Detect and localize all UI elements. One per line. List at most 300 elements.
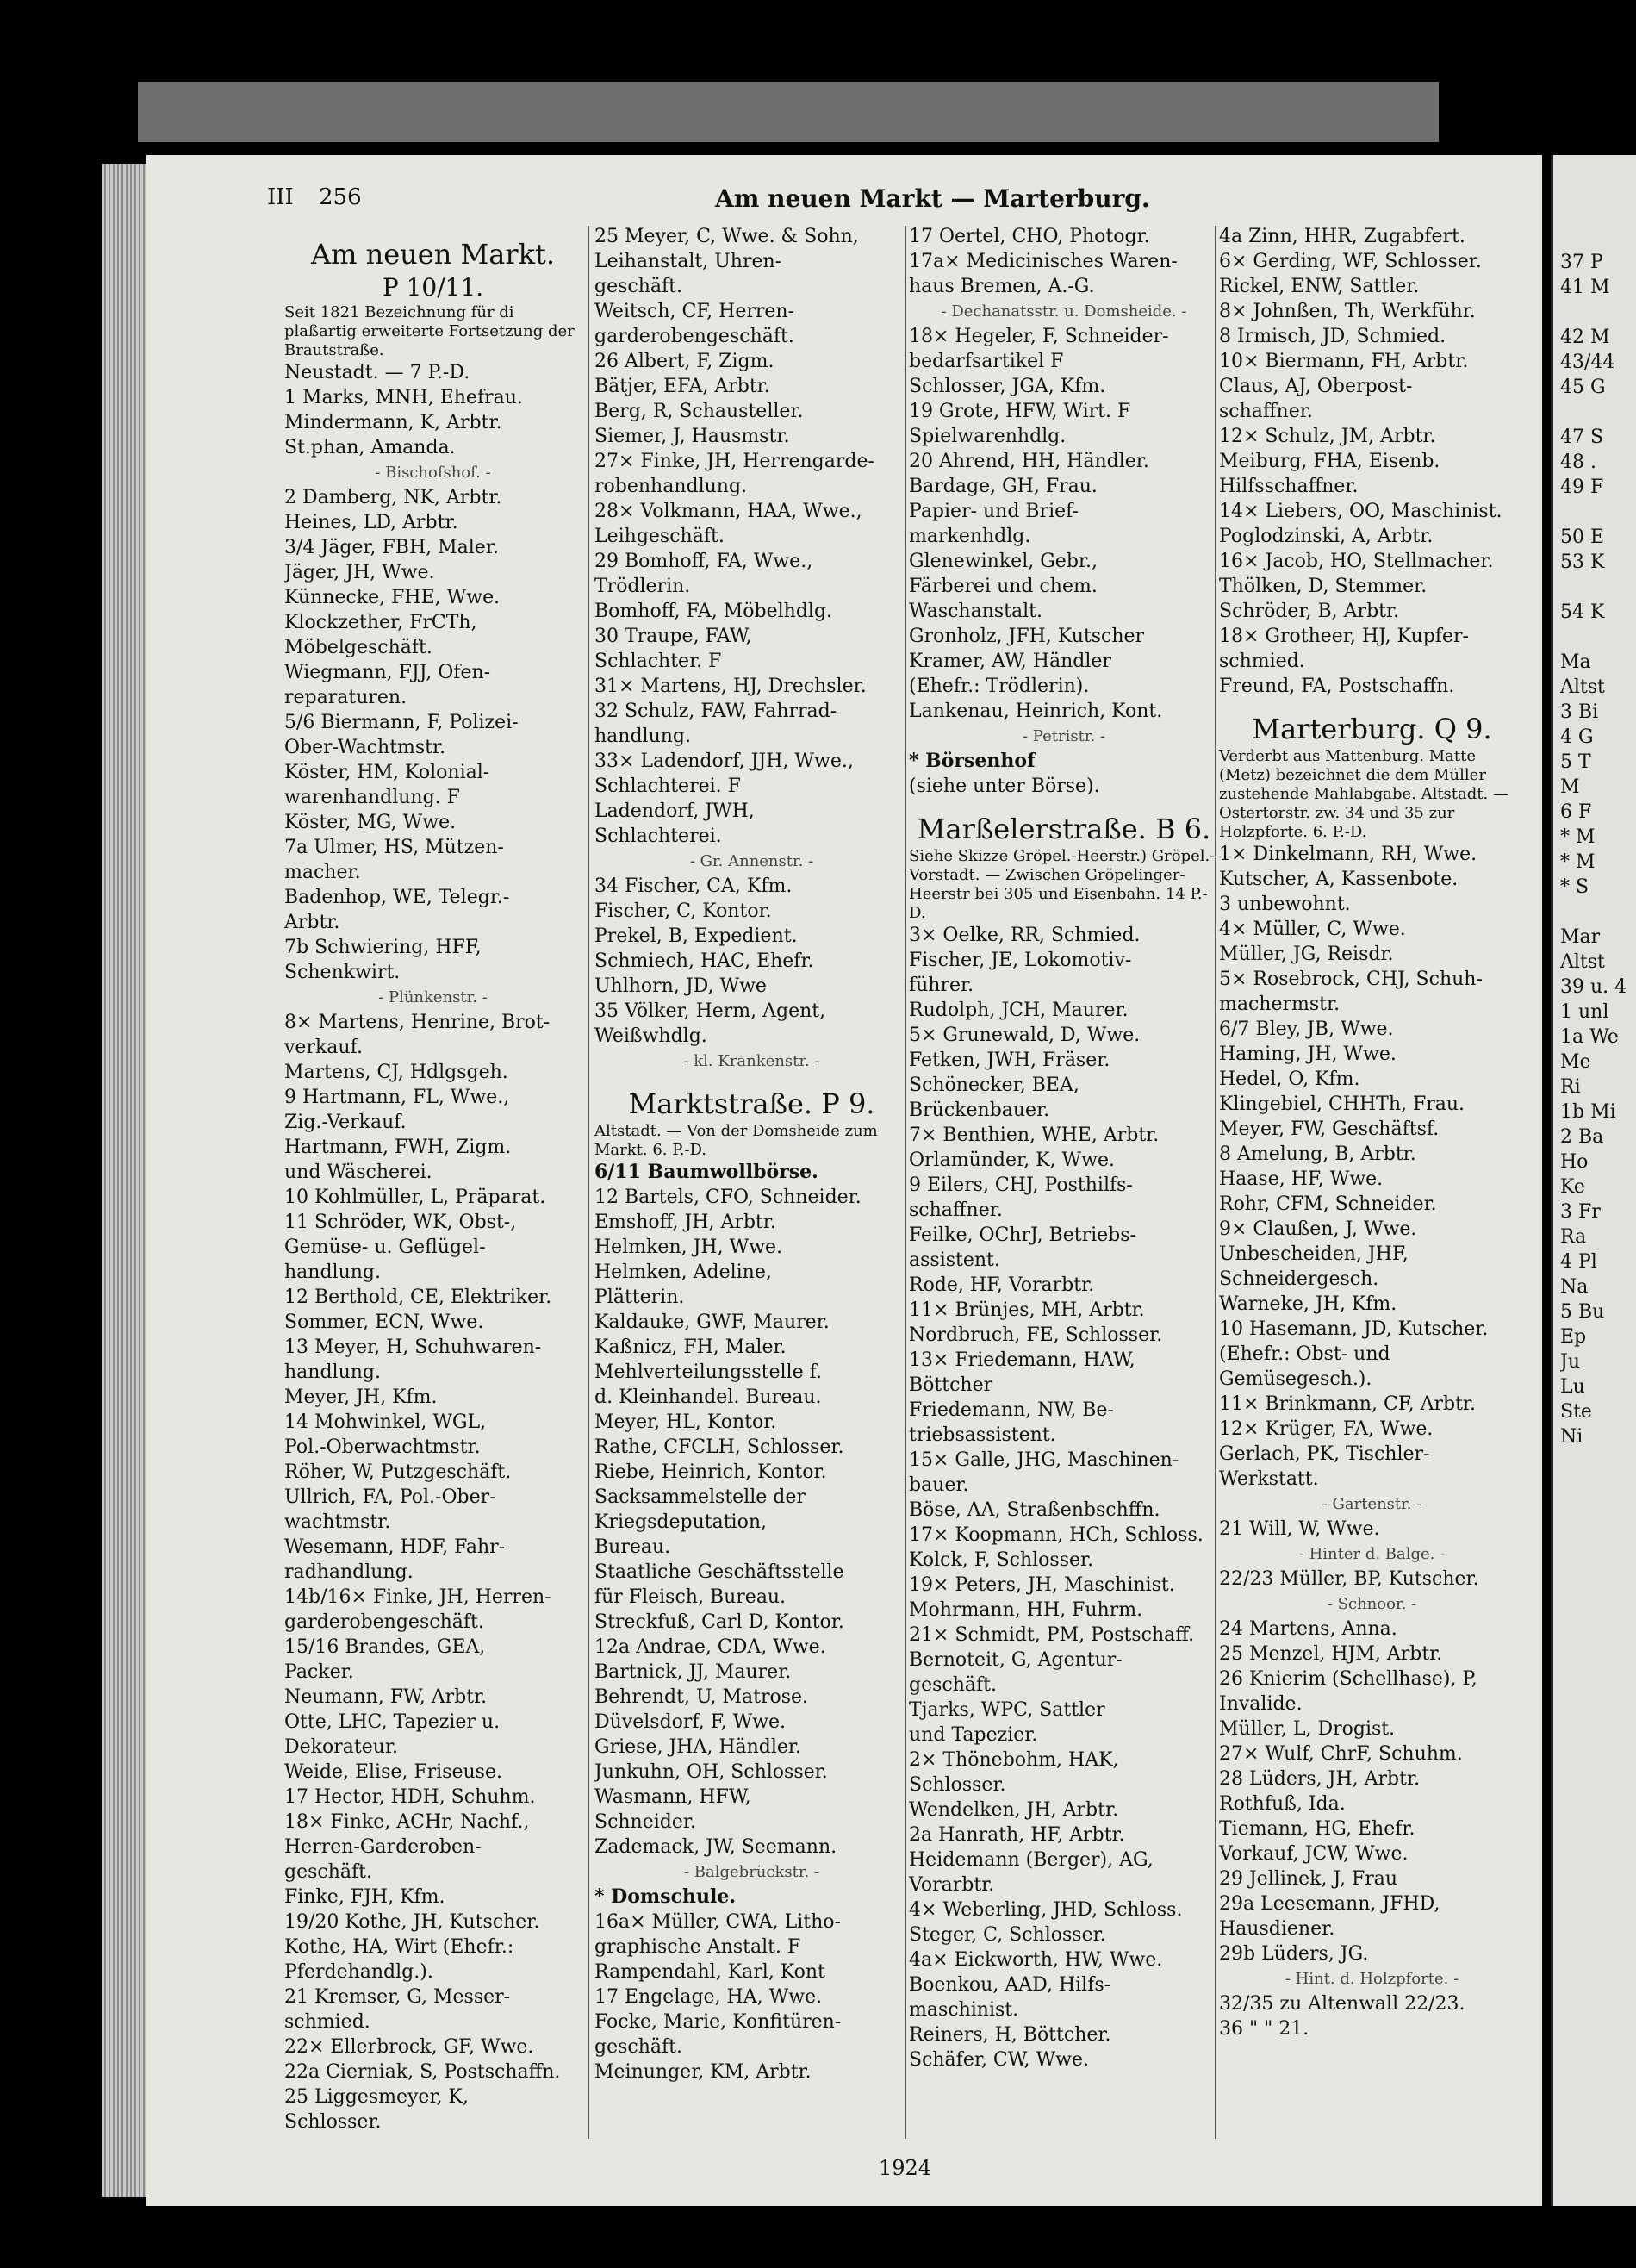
directory-entry: 8× Martens, Henrine, Brot- bbox=[284, 1012, 551, 1033]
adjacent-page-fragment bbox=[1560, 900, 1627, 925]
book-background bbox=[138, 82, 1439, 142]
directory-entry: 6/11 Baumwollbörse. bbox=[594, 1161, 818, 1183]
directory-entry: * Domschule. bbox=[594, 1885, 736, 1908]
directory-entry: Hausdiener. bbox=[1219, 1918, 1335, 1940]
directory-entry: 7a Ulmer, HS, Mützen- bbox=[284, 837, 504, 858]
directory-entry: Fetken, JWH, Fräser. bbox=[909, 1050, 1110, 1071]
directory-entry: Zig.-Verkauf. bbox=[284, 1112, 407, 1133]
directory-entry: führer. bbox=[909, 975, 974, 996]
directory-entry: handlung. bbox=[284, 1262, 381, 1283]
directory-entry: Bardage, GH, Frau. bbox=[909, 476, 1098, 497]
directory-entry: schmied. bbox=[284, 2011, 370, 2033]
adjacent-page-fragment: 1a We bbox=[1560, 1026, 1619, 1048]
directory-entry: Schmiech, HAC, Ehefr. bbox=[594, 950, 814, 972]
directory-entry: Rohr, CFM, Schneider. bbox=[1219, 1193, 1437, 1215]
directory-entry: Emshoff, JH, Arbtr. bbox=[594, 1212, 776, 1233]
directory-entry: bedarfsartikel F bbox=[909, 351, 1064, 372]
adjacent-page-column bbox=[1560, 250, 1627, 1449]
year-footer: 1924 bbox=[879, 2156, 932, 2180]
directory-entry: 17 Oertel, CHO, Photogr. bbox=[909, 226, 1150, 247]
directory-entry: 25 Liggesmeyer, K, bbox=[284, 2086, 469, 2108]
directory-entry: 19× Peters, JH, Maschinist. bbox=[909, 1574, 1175, 1596]
directory-entry: Tjarks, WPC, Sattler bbox=[909, 1699, 1105, 1721]
directory-entry: Heidemann (Berger), AG, bbox=[909, 1849, 1154, 1871]
directory-entry: 36 " " 21. bbox=[1219, 2018, 1309, 2040]
directory-entry: 15/16 Brandes, GEA, bbox=[284, 1636, 486, 1658]
directory-entry: Schenkwirt. bbox=[284, 962, 401, 983]
directory-entry: Pferdehandlg.). bbox=[284, 1961, 433, 1983]
directory-entry: Wesemann, HDF, Fahr- bbox=[284, 1536, 506, 1558]
adjacent-page-fragment: 2 Ba bbox=[1560, 1126, 1604, 1148]
cross-street-separator: - Bischofshof. - bbox=[375, 464, 491, 482]
directory-entry: haus Bremen, A.-G. bbox=[909, 276, 1095, 297]
directory-entry: assistent. bbox=[909, 1249, 1000, 1271]
directory-entry: Junkuhn, OH, Schlosser. bbox=[594, 1761, 828, 1783]
directory-entry: Kramer, AW, Händler bbox=[909, 651, 1111, 672]
page-edges bbox=[102, 164, 153, 2197]
directory-entry: Müller, JG, Reisdr. bbox=[1219, 944, 1394, 965]
directory-entry: Feilke, OChrJ, Betriebs- bbox=[909, 1224, 1136, 1246]
directory-entry: Freund, FA, Postschaffn. bbox=[1219, 676, 1455, 697]
directory-entry: Glenewinkel, Gebr., bbox=[909, 551, 1098, 572]
directory-entry: 18× Grotheer, HJ, Kupfer- bbox=[1219, 626, 1469, 647]
adjacent-page-fragment: 50 E bbox=[1560, 526, 1605, 548]
directory-entry: 22/23 Müller, BP, Kutscher. bbox=[1219, 1568, 1479, 1590]
cross-street-separator: - Hint. d. Holzpforte. - bbox=[1285, 1970, 1459, 1988]
running-title: Am neuen Markt — Marterburg. bbox=[715, 184, 1150, 213]
directory-entry: Claus, AJ, Oberpost- bbox=[1219, 376, 1413, 397]
directory-entry: garderobengeschäft. bbox=[284, 1611, 484, 1633]
directory-entry: 14 Mohwinkel, WGL, bbox=[284, 1411, 487, 1433]
cross-street-separator: - Balgebrückstr. - bbox=[683, 1863, 820, 1881]
directory-entry: Martens, CJ, Hdlgsgeh. bbox=[284, 1062, 508, 1083]
cross-street-separator: - Gartenstr. - bbox=[1322, 1495, 1422, 1513]
adjacent-page-fragment: 3 Bi bbox=[1560, 701, 1599, 723]
directory-entry: Helmken, Adeline, bbox=[594, 1262, 772, 1283]
directory-entry: Tiemann, HG, Ehefr. bbox=[1219, 1818, 1415, 1840]
cross-street-separator: - Gr. Annenstr. - bbox=[689, 852, 814, 870]
directory-entry: Köster, MG, Wwe. bbox=[284, 812, 457, 833]
volume-number: III bbox=[267, 184, 294, 210]
directory-entry: reparaturen. bbox=[284, 687, 407, 708]
directory-entry: Schlachterei. bbox=[594, 826, 722, 847]
directory-entry: Packer. bbox=[284, 1661, 354, 1683]
directory-entry: Schlachterei. F bbox=[594, 776, 741, 797]
directory-entry: (siehe unter Börse). bbox=[909, 776, 1100, 797]
directory-entry: Rothfuß, Ida. bbox=[1219, 1793, 1346, 1815]
adjacent-page-fragment: 37 P bbox=[1560, 252, 1603, 273]
directory-entry: 28 Lüders, JH, Arbtr. bbox=[1219, 1768, 1421, 1790]
directory-entry: Kriegsdeputation, bbox=[594, 1511, 767, 1533]
directory-entry: Bartnick, JJ, Maurer. bbox=[594, 1661, 792, 1683]
directory-entry: 9 Hartmann, FL, Wwe., bbox=[284, 1087, 510, 1108]
directory-entry: 13× Friedemann, HAW, bbox=[909, 1349, 1135, 1371]
directory-entry: schaffner. bbox=[909, 1199, 1003, 1221]
directory-entry: Poglodzinski, A, Arbtr. bbox=[1219, 526, 1434, 547]
adjacent-page-fragment: Ma bbox=[1560, 651, 1591, 673]
adjacent-page-fragment: Altst bbox=[1560, 951, 1605, 973]
directory-entry: Friedemann, NW, Be- bbox=[909, 1399, 1114, 1421]
cross-street-separator: - Plünkenstr. - bbox=[378, 988, 488, 1006]
directory-entry: Rathe, CFCLH, Schlosser. bbox=[594, 1436, 844, 1458]
directory-entry: Badenhop, WE, Telegr.- bbox=[284, 887, 510, 908]
directory-entry: Nordbruch, FE, Schlosser. bbox=[909, 1324, 1163, 1346]
directory-entry: 8× Johnßen, Th, Werkführ. bbox=[1219, 301, 1476, 322]
adjacent-page-fragment: 47 S bbox=[1560, 427, 1604, 448]
directory-entry: 12 Bartels, CFO, Schneider. bbox=[594, 1187, 862, 1208]
directory-entry: Kolck, F, Schlosser. bbox=[909, 1549, 1094, 1571]
adjacent-page-fragment bbox=[1560, 300, 1627, 325]
directory-entry: Klingebiel, CHHTh, Frau. bbox=[1219, 1094, 1465, 1115]
directory-entry: Kutscher, A, Kassenbote. bbox=[1219, 869, 1459, 890]
street-description: Verderbt aus Mattenburg. Matte (Metz) bezeichnet die dem Müller zustehende Mahlabgabe. Altstadt. — Ostertorstr. zw. 34 und 35 zur Holzpforte. 6. P.-D. bbox=[1219, 747, 1508, 841]
directory-entry: 30 Traupe, FAW, bbox=[594, 626, 752, 647]
adjacent-page-fragment: 43/44 bbox=[1560, 352, 1615, 373]
directory-entry: Bernoteit, G, Agentur- bbox=[909, 1649, 1123, 1671]
directory-entry: 16a× Müller, CWA, Litho- bbox=[594, 1911, 841, 1933]
adjacent-page-fragment: Altst bbox=[1560, 676, 1605, 698]
street-heading: Marktstraße. P 9. bbox=[628, 1087, 875, 1120]
directory-entry: Schröder, B, Arbtr. bbox=[1219, 601, 1400, 622]
directory-entry: Griese, JHA, Händler. bbox=[594, 1736, 802, 1758]
directory-entry: Gemüsegesch.). bbox=[1219, 1368, 1372, 1390]
directory-entry: 24 Martens, Anna. bbox=[1219, 1618, 1397, 1640]
directory-entry: Weißwhdlg. bbox=[594, 1025, 707, 1047]
directory-entry: Vorarbtr. bbox=[909, 1874, 995, 1896]
directory-entry: 6/7 Bley, JB, Wwe. bbox=[1219, 1019, 1394, 1040]
directory-entry: Trödlerin. bbox=[594, 576, 691, 597]
directory-entry: 5/6 Biermann, F, Polizei- bbox=[284, 712, 519, 733]
adjacent-page-fragment: 41 M bbox=[1560, 277, 1610, 298]
directory-entry: Hedel, O, Kfm. bbox=[1219, 1069, 1360, 1090]
directory-entry: macher. bbox=[284, 862, 361, 883]
directory-entry: 7× Benthien, WHE, Arbtr. bbox=[909, 1125, 1160, 1146]
directory-entry: Plätterin. bbox=[594, 1287, 685, 1308]
directory-entry: Focke, Marie, Konfitüren- bbox=[594, 2011, 842, 2033]
directory-entry: 20 Ahrend, HH, Händler. bbox=[909, 451, 1149, 472]
directory-entry: für Fleisch, Bureau. bbox=[594, 1586, 787, 1608]
directory-entry: 9 Eilers, CHJ, Posthilfs- bbox=[909, 1174, 1133, 1196]
directory-entry: 17× Koopmann, HCh, Schloss. bbox=[909, 1524, 1204, 1546]
column-3 bbox=[909, 224, 1219, 2072]
directory-entry: Berg, R, Schausteller. bbox=[594, 401, 804, 422]
directory-entry: 29b Lüders, JG. bbox=[1219, 1943, 1369, 1965]
adjacent-page-fragment: Ju bbox=[1560, 1351, 1580, 1373]
adjacent-page-fragment: Lu bbox=[1560, 1376, 1585, 1398]
directory-entry: Prekel, B, Expedient. bbox=[594, 925, 798, 947]
directory-entry: Schneider. bbox=[594, 1811, 696, 1833]
adjacent-page-fragment bbox=[1560, 625, 1627, 650]
directory-page bbox=[146, 155, 1542, 2206]
directory-entry: Lankenau, Heinrich, Kont. bbox=[909, 701, 1163, 722]
directory-entry: 19 Grote, HFW, Wirt. F bbox=[909, 401, 1131, 422]
directory-entry: 29 Jellinek, J, Frau bbox=[1219, 1868, 1398, 1890]
directory-entry: 14b/16× Finke, JH, Herren- bbox=[284, 1586, 551, 1608]
street-heading: Marterburg. Q 9. bbox=[1252, 713, 1492, 745]
directory-entry: 1× Dinkelmann, RH, Wwe. bbox=[1219, 844, 1477, 865]
directory-entry: Gronholz, JFH, Kutscher bbox=[909, 626, 1145, 647]
directory-entry: 3/4 Jäger, FBH, Maler. bbox=[284, 537, 499, 558]
street-description: Altstadt. — Von der Domsheide zum Markt. 6. P.-D. bbox=[594, 1122, 878, 1159]
directory-entry: 3 unbewohnt. bbox=[1219, 894, 1351, 915]
directory-entry: Schäfer, CW, Wwe. bbox=[909, 2049, 1089, 2071]
directory-entry: Jäger, JH, Wwe. bbox=[284, 562, 435, 583]
directory-entry: wachtmstr. bbox=[284, 1511, 391, 1533]
directory-entry: 11× Brinkmann, CF, Arbtr. bbox=[1219, 1393, 1477, 1415]
adjacent-page-fragment: 39 u. 4 bbox=[1560, 976, 1627, 998]
directory-entry: Rampendahl, Karl, Kont bbox=[594, 1961, 825, 1983]
directory-entry: Vorkauf, JCW, Wwe. bbox=[1219, 1843, 1409, 1865]
directory-entry: 21 Will, W, Wwe. bbox=[1219, 1518, 1380, 1540]
directory-entry: Schlosser. bbox=[284, 2111, 382, 2133]
directory-entry: 11× Brünjes, MH, Arbtr. bbox=[909, 1299, 1145, 1321]
directory-entry: Neumann, FW, Arbtr. bbox=[284, 1686, 488, 1708]
directory-entry: 11 Schröder, WK, Obst-, bbox=[284, 1212, 517, 1233]
directory-entry: Zademack, JW, Seemann. bbox=[594, 1836, 837, 1858]
directory-entry: 4× Müller, C, Wwe. bbox=[1219, 919, 1406, 940]
cross-street-separator: - Schnoor. - bbox=[1327, 1595, 1417, 1613]
directory-entry: 8 Irmisch, JD, Schmied. bbox=[1219, 326, 1446, 347]
directory-entry: Schlosser, JGA, Kfm. bbox=[909, 376, 1106, 397]
directory-entry: 13 Meyer, H, Schuhwaren- bbox=[284, 1336, 542, 1358]
directory-entry: schmied. bbox=[1219, 651, 1305, 672]
directory-entry: Mehlverteilungsstelle f. bbox=[594, 1361, 822, 1383]
directory-entry: maschinist. bbox=[909, 1999, 1019, 2021]
directory-entry: Werkstatt. bbox=[1219, 1468, 1319, 1490]
directory-entry: 10× Biermann, FH, Arbtr. bbox=[1219, 351, 1469, 372]
directory-entry: 6× Gerding, WF, Schlosser. bbox=[1219, 251, 1482, 272]
adjacent-page-fragment: Ra bbox=[1560, 1226, 1587, 1248]
directory-entry: geschäft. bbox=[594, 276, 682, 297]
directory-entry: 27× Finke, JH, Herrengarde- bbox=[594, 451, 874, 472]
directory-entry: Haase, HF, Wwe. bbox=[1219, 1168, 1384, 1190]
directory-entry: 4a× Eickworth, HW, Wwe. bbox=[909, 1949, 1163, 1971]
directory-entry: 1 Marks, MNH, Ehefrau. bbox=[284, 387, 523, 408]
directory-entry: handlung. bbox=[284, 1361, 381, 1383]
directory-entry: Otte, LHC, Tapezier u. bbox=[284, 1711, 501, 1733]
directory-entry: Schönecker, BEA, bbox=[909, 1075, 1079, 1096]
directory-entry: Waschanstalt. bbox=[909, 601, 1042, 622]
directory-entry: 17a× Medicinisches Waren- bbox=[909, 251, 1178, 272]
directory-entry: Steger, C, Schlosser. bbox=[909, 1924, 1106, 1946]
directory-entry: warenhandlung. F bbox=[284, 787, 460, 808]
directory-entry: 2× Thönebohm, HAK, bbox=[909, 1749, 1119, 1771]
directory-entry: Mindermann, K, Arbtr. bbox=[284, 412, 502, 433]
directory-entry: 27× Wulf, ChrF, Schuhm. bbox=[1219, 1743, 1463, 1765]
street-heading: Am neuen Markt. bbox=[310, 238, 556, 271]
directory-entry: 16× Jacob, HO, Stellmacher. bbox=[1219, 551, 1494, 572]
directory-entry: * Börsenhof bbox=[909, 750, 1036, 772]
adjacent-page-fragment: Ep bbox=[1560, 1326, 1587, 1348]
directory-entry: Pol.-Oberwachtmstr. bbox=[284, 1436, 481, 1458]
adjacent-page-fragment bbox=[1560, 575, 1627, 600]
directory-entry: Ladendorf, JWH, bbox=[594, 801, 755, 822]
directory-entry: Schlosser. bbox=[909, 1774, 1006, 1796]
adjacent-page-fragment: 48 . bbox=[1560, 452, 1596, 473]
directory-entry: geschäft. bbox=[909, 1674, 997, 1696]
directory-entry: Gerlach, PK, Tischler- bbox=[1219, 1443, 1430, 1465]
directory-entry: Brückenbauer. bbox=[909, 1100, 1050, 1121]
directory-entry: 8 Amelung, B, Arbtr. bbox=[1219, 1143, 1416, 1165]
directory-entry: Mohrmann, HH, Fuhrm. bbox=[909, 1599, 1143, 1621]
directory-entry: Spielwarenhdlg. bbox=[909, 426, 1067, 447]
adjacent-page-fragment: Mar bbox=[1560, 926, 1601, 948]
directory-entry: Weitsch, CF, Herren- bbox=[594, 301, 794, 322]
directory-entry: 25 Menzel, HJM, Arbtr. bbox=[1219, 1643, 1443, 1665]
directory-entry: Meyer, JH, Kfm. bbox=[284, 1386, 438, 1408]
directory-entry: 28× Volkmann, HAA, Wwe., bbox=[594, 501, 862, 522]
adjacent-page-fragment: Na bbox=[1560, 1276, 1589, 1298]
directory-entry: Schlachter. F bbox=[594, 651, 722, 672]
directory-entry: Rode, HF, Vorarbtr. bbox=[909, 1274, 1095, 1296]
directory-entry: 4a Zinn, HHR, Zugabfert. bbox=[1219, 226, 1465, 247]
directory-entry: Köster, HM, Kolonial- bbox=[284, 762, 490, 783]
directory-entry: Riebe, Heinrich, Kontor. bbox=[594, 1461, 827, 1483]
directory-entry: Meyer, FW, Geschäftsf. bbox=[1219, 1118, 1440, 1140]
directory-entry: 26 Albert, F, Zigm. bbox=[594, 351, 774, 372]
directory-entry: Röher, W, Putzgeschäft. bbox=[284, 1461, 512, 1483]
directory-entry: Klockzether, FrCTh, bbox=[284, 612, 477, 633]
adjacent-page-fragment: * S bbox=[1560, 876, 1589, 898]
directory-entry: Weide, Elise, Friseuse. bbox=[284, 1761, 502, 1783]
cross-street-separator: - kl. Krankenstr. - bbox=[683, 1052, 820, 1070]
directory-entry: 5× Grunewald, D, Wwe. bbox=[909, 1025, 1141, 1046]
directory-entry: markenhdlg. bbox=[909, 526, 1031, 547]
directory-entry: Behrendt, U, Matrose. bbox=[594, 1686, 809, 1708]
directory-entry: Staatliche Geschäftsstelle bbox=[594, 1561, 844, 1583]
page-number: 256 bbox=[319, 184, 362, 210]
column-1 bbox=[284, 224, 582, 2134]
directory-entry: 22× Ellerbrock, GF, Wwe. bbox=[284, 2036, 534, 2058]
directory-entry: Neustadt. — 7 P.-D. bbox=[284, 362, 470, 383]
directory-entry: Kaldauke, GWF, Maurer. bbox=[594, 1312, 830, 1333]
directory-entry: Helmken, JH, Wwe. bbox=[594, 1237, 783, 1258]
street-description: Seit 1821 Bezeichnung für di plaßartig erweiterte Fortsetzung der Brautstraße. bbox=[284, 303, 575, 359]
adjacent-page-fragment: Me bbox=[1560, 1051, 1591, 1073]
adjacent-page-fragment: Ke bbox=[1560, 1176, 1585, 1198]
directory-entry: verkauf. bbox=[284, 1037, 363, 1058]
directory-entry: Streckfuß, Carl D, Kontor. bbox=[594, 1611, 844, 1633]
directory-entry: bauer. bbox=[909, 1474, 969, 1496]
directory-entry: Färberei und chem. bbox=[909, 576, 1098, 597]
directory-entry: 2a Hanrath, HF, Arbtr. bbox=[909, 1824, 1125, 1846]
adjacent-page-fragment: 4 G bbox=[1560, 726, 1594, 748]
directory-entry: geschäft. bbox=[594, 2036, 682, 2058]
directory-entry: 9× Claußen, J, Wwe. bbox=[1219, 1218, 1417, 1240]
directory-entry: Bätjer, EFA, Arbtr. bbox=[594, 376, 770, 397]
adjacent-page-fragment: Ste bbox=[1560, 1401, 1592, 1423]
directory-entry: Herren-Garderoben- bbox=[284, 1836, 482, 1858]
adjacent-page-fragment: 3 Fr bbox=[1560, 1201, 1601, 1223]
directory-entry: 17 Engelage, HA, Wwe. bbox=[594, 1986, 823, 2008]
directory-entry: Künnecke, FHE, Wwe. bbox=[284, 587, 501, 608]
directory-entry: Bureau. bbox=[594, 1536, 671, 1558]
directory-entry: und Tapezier. bbox=[909, 1724, 1038, 1746]
directory-entry: St.phan, Amanda. bbox=[284, 437, 456, 458]
directory-entry: 32 Schulz, FAW, Fahrrad- bbox=[594, 701, 837, 722]
directory-entry: 18× Hegeler, F, Schneider- bbox=[909, 326, 1169, 347]
adjacent-page-fragment: Ho bbox=[1560, 1151, 1589, 1173]
directory-entry: 15× Galle, JHG, Maschinen- bbox=[909, 1449, 1179, 1471]
adjacent-page-fragment: 45 G bbox=[1560, 377, 1606, 398]
directory-entry: garderobengeschäft. bbox=[594, 326, 794, 347]
directory-entry: Fischer, JE, Lokomotiv- bbox=[909, 950, 1132, 971]
directory-entry: 26 Knierim (Schellhase), P, bbox=[1219, 1668, 1477, 1690]
adjacent-page-fragment: 4 Pl bbox=[1560, 1251, 1597, 1273]
directory-entry: 19/20 Kothe, JH, Kutscher. bbox=[284, 1911, 540, 1933]
directory-entry: 25 Meyer, C, Wwe. & Sohn, bbox=[594, 226, 859, 247]
directory-entry: machermstr. bbox=[1219, 994, 1341, 1015]
directory-entry: Wasmann, HFW, bbox=[594, 1786, 751, 1808]
adjacent-page-fragment bbox=[1560, 400, 1627, 425]
directory-entry: 12× Schulz, JM, Arbtr. bbox=[1219, 426, 1436, 447]
directory-entry: Rudolph, JCH, Maurer. bbox=[909, 1000, 1129, 1021]
adjacent-page-fragment: 5 Bu bbox=[1560, 1301, 1605, 1323]
directory-entry: 29 Bomhoff, FA, Wwe., bbox=[594, 551, 813, 572]
directory-entry: 35 Völker, Herm, Agent, bbox=[594, 1000, 826, 1022]
directory-entry: 10 Kohlmüller, L, Präparat. bbox=[284, 1187, 546, 1208]
directory-entry: und Wäscherei. bbox=[284, 1162, 432, 1183]
directory-entry: 18× Finke, ACHr, Nachf., bbox=[284, 1811, 530, 1833]
directory-entry: Hartmann, FWH, Zigm. bbox=[284, 1137, 512, 1158]
directory-entry: Wendelken, JH, Arbtr. bbox=[909, 1799, 1119, 1821]
directory-entry: d. Kleinhandel. Bureau. bbox=[594, 1386, 822, 1408]
directory-entry: Böse, AA, Straßenbschffn. bbox=[909, 1499, 1160, 1521]
adjacent-page-fragment: 1 unl bbox=[1560, 1001, 1609, 1023]
directory-entry: Boenkou, AAD, Hilfs- bbox=[909, 1974, 1111, 1996]
directory-entry: Uhlhorn, JD, Wwe bbox=[594, 975, 767, 997]
directory-entry: Invalide. bbox=[1219, 1693, 1303, 1715]
street-description: Siehe Skizze Gröpel.-Heerstr.) Gröpel.-Vorstadt. — Zwischen Gröpelinger-Heerstr bei 305 und Eisenbahn. 14 P.-D. bbox=[909, 847, 1216, 922]
adjacent-page-fragment: 53 K bbox=[1560, 551, 1605, 573]
adjacent-page-fragment: 6 F bbox=[1560, 801, 1592, 823]
directory-entry: robenhandlung. bbox=[594, 476, 748, 497]
directory-entry: 7b Schwiering, HFF, bbox=[284, 937, 482, 958]
directory-entry: Finke, FJH, Kfm. bbox=[284, 1886, 445, 1908]
directory-entry: Warneke, JH, Kfm. bbox=[1219, 1293, 1397, 1315]
directory-entry: Haming, JH, Wwe. bbox=[1219, 1044, 1397, 1065]
directory-entry: Sacksammelstelle der bbox=[594, 1486, 806, 1508]
directory-entry: Fischer, C, Kontor. bbox=[594, 900, 772, 922]
adjacent-page-fragment: 54 K bbox=[1560, 601, 1605, 623]
directory-entry: 3× Oelke, RR, Schmied. bbox=[909, 925, 1141, 946]
directory-entry: 12× Krüger, FA, Wwe. bbox=[1219, 1418, 1434, 1440]
street-heading: Marßelerstraße. B 6. bbox=[917, 813, 1211, 845]
directory-entry: 21 Kremser, G, Messer- bbox=[284, 1986, 511, 2008]
directory-entry: Siemer, J, Hausmstr. bbox=[594, 426, 790, 447]
directory-entry: Arbtr. bbox=[284, 912, 340, 933]
street-grid-code: P 10/11. bbox=[382, 273, 484, 302]
directory-entry: Heines, LD, Arbtr. bbox=[284, 512, 458, 533]
adjacent-page-fragment: * M bbox=[1560, 826, 1596, 848]
directory-entry: Ober-Wachtmstr. bbox=[284, 737, 446, 758]
directory-entry: 33× Ladendorf, JJH, Wwe., bbox=[594, 751, 854, 772]
adjacent-page-edge bbox=[1551, 155, 1636, 2206]
adjacent-page-fragment: 5 T bbox=[1560, 751, 1591, 773]
directory-entry: Meinunger, KM, Arbtr. bbox=[594, 2061, 812, 2083]
directory-entry: Leihanstalt, Uhren- bbox=[594, 251, 782, 272]
adjacent-page-fragment: * M bbox=[1560, 851, 1596, 873]
adjacent-page-fragment: 49 F bbox=[1560, 477, 1604, 498]
directory-entry: Rickel, ENW, Sattler. bbox=[1219, 276, 1420, 297]
column-rule bbox=[588, 226, 589, 2139]
adjacent-page-fragment: Ri bbox=[1560, 1076, 1581, 1098]
directory-entry: 12a Andrae, CDA, Wwe. bbox=[594, 1636, 826, 1658]
column-4 bbox=[1219, 224, 1525, 2041]
directory-entry: Thölken, D, Stemmer. bbox=[1219, 576, 1428, 597]
directory-entry: 10 Hasemann, JD, Kutscher. bbox=[1219, 1318, 1489, 1340]
directory-entry: Schneidergesch. bbox=[1219, 1268, 1379, 1290]
